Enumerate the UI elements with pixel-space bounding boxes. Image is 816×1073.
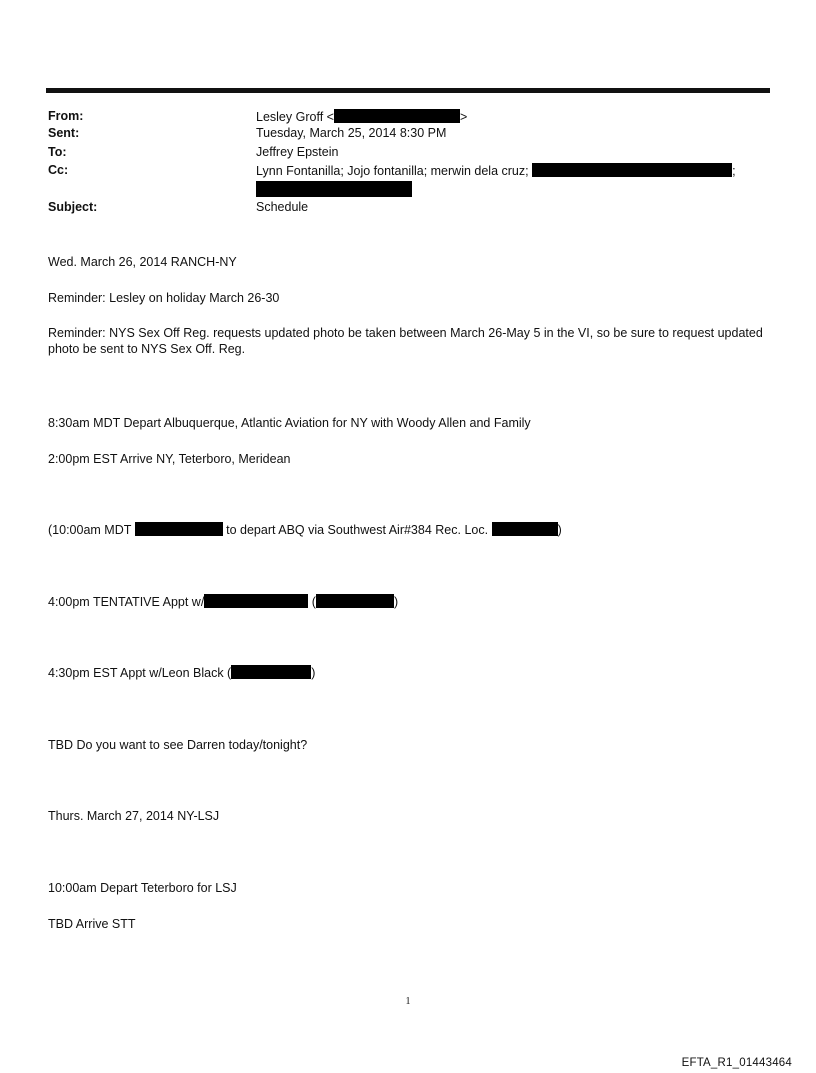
header-rule <box>46 88 770 93</box>
redaction-bar <box>204 594 308 608</box>
from-name: Lesley Groff < <box>256 110 334 124</box>
body-text: to depart ABQ via Southwest Air#384 Rec. Loc. <box>226 523 489 537</box>
body-line <box>48 522 562 538</box>
body-line: 10:00am Depart Teterboro for LSJ <box>48 881 237 895</box>
page-number: 1 <box>405 996 411 1007</box>
body-text: ) <box>311 666 316 680</box>
redaction-bar <box>492 522 558 536</box>
sent-value: Tuesday, March 25, 2014 8:30 PM <box>256 126 447 140</box>
to-label: To: <box>48 145 67 159</box>
subject-label: Subject: <box>48 200 98 214</box>
redaction-bar <box>135 522 223 536</box>
body-line <box>48 665 315 681</box>
body-line: Reminder: Lesley on holiday March 26-30 <box>48 291 280 305</box>
to-value: Jeffrey Epstein <box>256 145 339 159</box>
cc-names: Lynn Fontanilla; Jojo fontanilla; merwin dela cruz; <box>256 164 529 178</box>
redaction-bar <box>532 163 732 177</box>
redaction-bar <box>256 181 412 197</box>
body-line: TBD Arrive STT <box>48 917 136 931</box>
cc-value <box>256 163 736 179</box>
sent-label: Sent: <box>48 126 80 140</box>
body-line: Wed. March 26, 2014 RANCH-NY <box>48 255 237 269</box>
body-text: 4:30pm EST Appt w/Leon Black ( <box>48 666 232 680</box>
body-text: 4:00pm TENTATIVE Appt w/ <box>48 595 205 609</box>
from-label: From: <box>48 109 84 123</box>
body-line: 8:30am MDT Depart Albuquerque, Atlantic Aviation for NY with Woody Allen and Family <box>48 416 531 430</box>
subject-value: Schedule <box>256 200 309 214</box>
body-line <box>48 594 398 610</box>
bates-number: EFTA_R1_01443464 <box>681 1057 792 1069</box>
body-line: 2:00pm EST Arrive NY, Teterboro, Meridean <box>48 452 291 466</box>
redaction-bar <box>316 594 394 608</box>
from-close: > <box>459 110 468 124</box>
body-paragraph: Reminder: NYS Sex Off Reg. requests updated photo be taken between March 26-May 5 in the VI, so be sure to request updated photo be sent to NYS Sex Off. Reg. <box>48 326 763 356</box>
body-text: ( <box>311 595 316 609</box>
body-line: Thurs. March 27, 2014 NY-LSJ <box>48 809 220 823</box>
cc-separator: ; <box>732 164 736 178</box>
redaction-bar <box>231 665 311 679</box>
body-text: (10:00am MDT <box>48 523 132 537</box>
from-value <box>256 109 467 125</box>
body-line: TBD Do you want to see Darren today/tonight? <box>48 738 308 752</box>
body-text: ) <box>393 595 399 609</box>
body-text: ) <box>557 523 562 537</box>
redaction-bar <box>334 109 460 123</box>
cc-label: Cc: <box>48 163 69 177</box>
